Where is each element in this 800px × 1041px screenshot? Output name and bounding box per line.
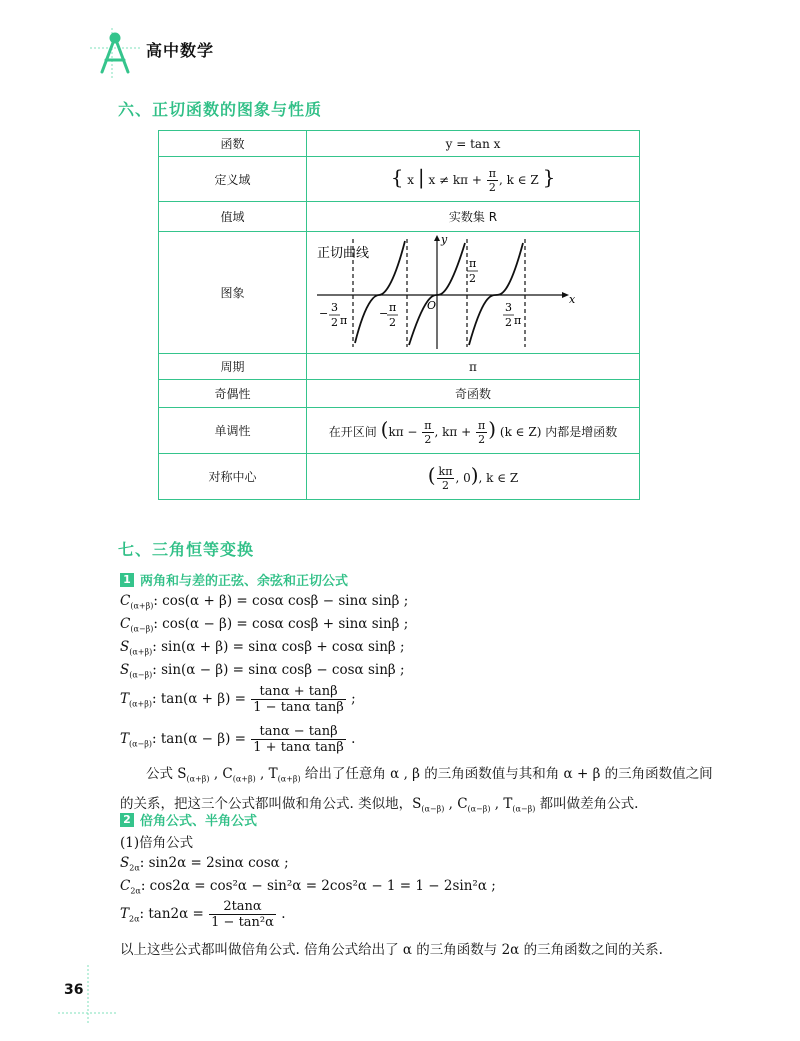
compass-icon: [90, 28, 140, 78]
tick-neg-pi2-den: 2: [389, 315, 396, 329]
row-label: 图象: [159, 232, 307, 354]
tick-3pi2-num: 3: [505, 300, 512, 314]
row-label: 函数: [159, 131, 307, 157]
formula-s-plus: $S_{(\alpha+\beta)}$: sin(α + β) = sinα cosβ + cosα sinβ ;: [120, 639, 405, 657]
formula-c-plus: $C_{(\alpha+\beta)}$: cos(α + β) = cosα cosβ − sinα sinβ ;: [120, 593, 409, 611]
subsection-1-heading: [120, 570, 348, 589]
row-range: [159, 202, 640, 232]
tick-neg-3pi2-pi: π: [340, 313, 348, 327]
row-monotonic: [159, 408, 640, 454]
row-label: 对称中心: [159, 454, 307, 500]
row-graph: [159, 232, 640, 354]
row-value: y = tan x: [307, 131, 640, 157]
row-label: 周期: [159, 354, 307, 380]
paragraph-sum-difference: 公式 $S_{(\alpha+\beta)}$ , $C_{(\alpha+\beta)}$ , $T_{(\alpha+\beta)}$ 给出了任意角 α , β 的三角函数值与其和角 α + β 的三角函数值之间的关系，把这三个公式都叫做和角公式. 类似地，$S_{(\alpha-\beta)}$ , $C_{(\alpha-\beta)}$ , $T_{(\alpha-\beta)}$ 都叫做差角公式.: [120, 766, 713, 814]
tick-pi2-den: 2: [469, 271, 476, 285]
curve-label: 正切曲线: [317, 245, 370, 261]
page-number: 36: [64, 982, 84, 998]
row-value: 实数集 R: [307, 202, 640, 232]
tangent-graph-cell: [307, 232, 640, 354]
row-function: [159, 131, 640, 157]
row-domain: [159, 157, 640, 202]
tick-neg-3pi2-den: 2: [331, 315, 338, 329]
book-title: 高中数学: [146, 41, 215, 60]
tangent-properties-table: [158, 130, 640, 500]
tick-minus-sign: −: [379, 306, 389, 320]
tick-neg-3pi2-num: 3: [331, 300, 338, 314]
row-value: π: [307, 354, 640, 380]
row-label: 定义域: [159, 157, 307, 202]
formula-s-2a: $S_{2\alpha}$: sin2α = 2sinα cosα ;: [120, 855, 289, 873]
tick-3pi2-pi: π: [514, 313, 522, 327]
row-value: 奇函数: [307, 380, 640, 408]
row-label: 值域: [159, 202, 307, 232]
formula-t-2a: $T_{2\alpha}$: tan2α = $\frac{2\tan\alpha}{\text{1 − tan²α}}$ .: [120, 899, 286, 930]
row-symmetry: [159, 454, 640, 500]
row-value: 在开区间 (kπ − $\frac{\pi}{2}$ , kπ + $\frac{\pi}{2}$ ) (k ∈ Z) 内都是增函数: [307, 408, 640, 454]
section-6-title: 六、正切函数的图象与性质: [118, 100, 323, 119]
formula-c-minus: $C_{(\alpha-\beta)}$: cos(α − β) = cosα cosβ + sinα sinβ ;: [120, 616, 409, 634]
y-axis-arrow: [434, 235, 440, 241]
row-period: [159, 354, 640, 380]
row-value: ( $\frac{k\pi}{2}$ , 0), k ∈ Z: [307, 454, 640, 500]
x-axis-label: x: [569, 292, 576, 306]
tangent-branch-3: [469, 243, 523, 345]
formula-t-plus: $T_{(\alpha+\beta)}$: tan(α + β) = $\frac{\tan\alpha + \tan\beta}{\text{1 − tanα tanβ}}$ ;: [120, 684, 356, 715]
x-axis-arrow: [562, 292, 569, 298]
y-axis-label: y: [441, 232, 448, 246]
tick-neg-pi2-num: π: [389, 300, 397, 314]
section-7-title: 七、三角恒等变换: [118, 540, 255, 559]
subsection-2-heading: [120, 810, 257, 829]
formula-s-minus: $S_{(\alpha-\beta)}$: sin(α − β) = sinα cosβ − cosα sinβ ;: [120, 662, 405, 680]
subsection-number: 1: [120, 573, 134, 587]
paragraph-double-angle: 以上这些公式都叫做倍角公式. 倍角公式给出了 α 的三角函数与 2α 的三角函数之间的关系.: [120, 942, 663, 958]
tick-minus-sign: −: [319, 306, 329, 320]
subsection-title: 倍角公式、半角公式: [140, 814, 258, 829]
tick-3pi2-den: 2: [505, 315, 512, 329]
tangent-graph: [307, 233, 639, 353]
row-value: { x | x ≠ kπ + $\frac{\pi}{2}$ , k ∈ Z }: [307, 157, 640, 202]
subsection-title: 两角和与差的正弦、余弦和正切公式: [140, 574, 349, 589]
double-angle-title: (1)倍角公式: [120, 835, 194, 851]
formula-c-2a: $C_{2\alpha}$: cos2α = cos²α − sin²α = 2cos²α − 1 = 1 − 2sin²α ;: [120, 878, 496, 896]
origin-label: O: [427, 298, 437, 312]
row-label: 奇偶性: [159, 380, 307, 408]
row-label: 单调性: [159, 408, 307, 454]
tick-pi2-num: π: [469, 256, 477, 270]
formula-t-minus: $T_{(\alpha-\beta)}$: tan(α − β) = $\frac{\tan\alpha - \tan\beta}{\text{1 + tanα tanβ}}$ .: [120, 724, 356, 755]
row-parity: [159, 380, 640, 408]
subsection-number: 2: [120, 813, 134, 827]
